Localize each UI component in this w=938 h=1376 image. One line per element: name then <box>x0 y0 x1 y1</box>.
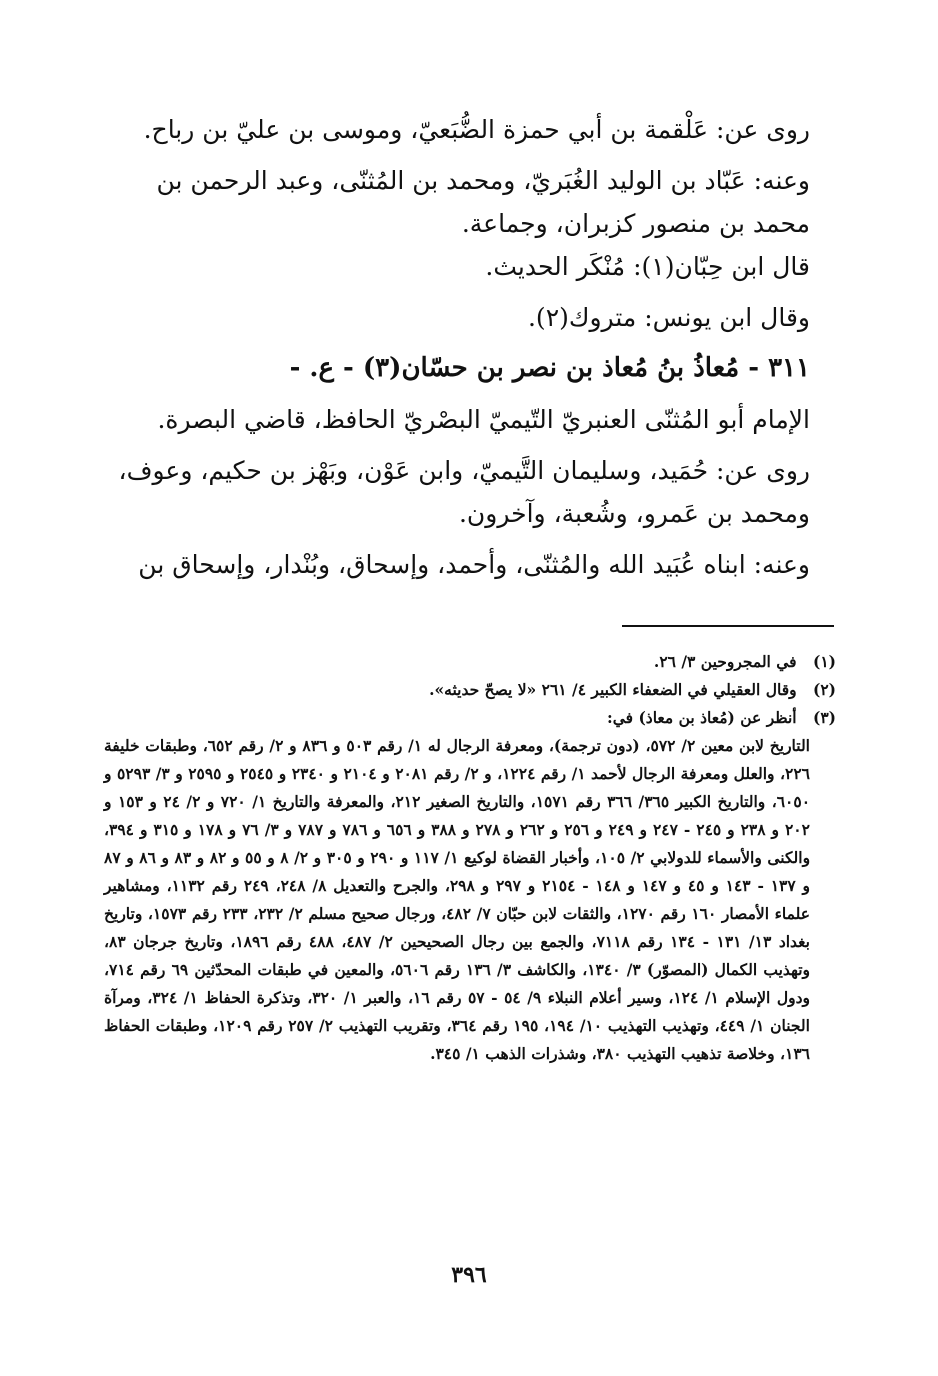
narrators-to-paragraph: وعنه: عَبّاد بن الوليد الغُبَريّ، ومحمد بن المُثنّى، وعبد الرحمن بن محمد بن منصور كزبران، وجماعة. <box>156 166 810 238</box>
footnote-3 <box>104 704 836 732</box>
main-text <box>104 108 836 586</box>
footnote-text: أنظر عن (مُعاذ بن معاذ) في: <box>607 708 797 727</box>
entry-description: الإمام أبو المُثنّى العنبريّ التّيميّ البصْريّ الحافظ، قاضي البصرة. <box>157 405 810 434</box>
footnote-divider <box>622 625 834 627</box>
footnote-number: (٢) <box>812 680 836 699</box>
footnotes <box>104 648 836 1068</box>
narrators-from-paragraph: روى عن: عَلْقمة بن أبي حمزة الضُّبَعيّ، وموسى بن عليّ بن رباح. <box>143 115 810 144</box>
page-body <box>104 108 836 586</box>
page-number: ٣٩٦ <box>451 1262 487 1288</box>
footnote-number: (٣) <box>812 708 836 727</box>
footnote-number: (١) <box>812 652 836 671</box>
entry-heading: ٣١١ - مُعاذُ بنُ مُعاذ بن نصر بن حسّان(٣) - ع. - <box>289 353 810 383</box>
footnote-2 <box>104 676 836 704</box>
footnote-references: التاريخ لابن معين ٢/ ٥٧٢، (دون ترجمة)، ومعرفة الرجال له ١/ رقم ٥٠٣ و ٨٣٦ و ٢/ رقم ٦٥٢، وطبقات خليفة ٢٢٦، والعلل ومعرفة الرجال لأحمد ١/ رقم ١٢٢٤، و ٢/ رقم ٢٠٨١ و ٢١٠٤ و ٢٣٤٠ و ٢٥٤٥ و ٢٥٩٥ و ٣/ ٥٢٩٣ و ٦٠٥٠، والتاريخ الكبير ٣٦٥/ ٣٦٦ رقم ١٥٧١، والتاريخ الصغير ٢١٢، والمعرفة والتاريخ ١/ ٧٢٠ و ٢/ ٢٤ و ١٥٣ و ٢٠٢ و ٢٣٨ و ٢٤٥ - ٢٤٧ و ٢٤٩ و ٢٥٦ و ٢٦٢ و ٢٧٨ و ٣٨٨ و ٦٥٦ و ٧٨٦ و ٧٨٧ و ٣/ ٧٦ و ١٧٨ و ٣١٥ و ٣٩٤، والكنى والأسماء للدولابي ٢/ ١٠٥، وأخبار القضاة لوكيع ١/ ١١٧ و ٢٩٠ و ٣٠٥ و ٢/ ٨ و ٥٥ و ٨٢ و ٨٣ و ٨٦ و ٨٧ و ١٣٧ - ١٤٣ و ٤٥ و ١٤٧ و ١٤٨ - ٢١٥٤ و ٢٩٧ و ٢٩٨، والجرح والتعديل ٨/ ٢٤٨، ٢٤٩ رقم ١١٣٢، ومشاهير علماء الأمصار ١٦٠ رقم ١٢٧٠، والثقات لابن حبّان ٧/ ٤٨٢، ورجال صحيح مسلم ٢/ ٢٣٢، ٢٣٣ رقم ١٥٧٣، وتاريخ بغداد ١٣/ ١٣١ - ١٣٤ رقم ٧١١٨، والجمع بين رجال الصحيحين ٢/ ٤٨٧، ٤٨٨ رقم ١٨٩٦، وتاريخ جرجان ٨٣، وتهذيب الكمال (المصوّر) ٣/ ١٣٤٠، والكاشف ٣/ ١٣٦ رقم ٥٦٠٦، والمعين في طبقات المحدّثين ٦٩ رقم ٧١٤، ودول الإسلام ١/ ١٢٤، وسير أعلام النبلاء ٩/ ٥٤ - ٥٧ رقم ١٦، والعبر ١/ ٣٢٠، وتذكرة الحفاظ ١/ ٣٢٤، ومرآة الجنان ١/ ٤٤٩، وتهذيب التهذيب ١٠/ ١٩٤، ١٩٥ رقم ٣٦٤، وتقريب التهذيب ٢/ ٢٥٧ رقم ١٢٠٩، وطبقات الحفاظ ١٣٦، وخلاصة تذهيب التهذيب ٣٨٠، وشذرات الذهب ١/ ٣٤٥. <box>104 736 811 1063</box>
entry-narrators-to: وعنه: ابناه عُبَيد الله والمُثنّى، وأحمد، وإسحاق، وبُنْدار، وإسحاق بن <box>138 550 810 579</box>
footnote-text: وقال العقيلي في الضعفاء الكبير ٤/ ٢٦١ «لا يصحّ حديثه». <box>429 680 797 699</box>
footnote-1 <box>104 648 836 676</box>
ibn-hibban-quote: قال ابن حِبّان(١): مُنْكَر الحديث. <box>485 252 810 281</box>
entry-narrators-from: روى عن: حُمَيد، وسليمان التَّيميّ، وابن عَوْن، وبَهْز بن حكيم، وعوف، ومحمد بن عَمرو، وشُعبة، وآخرون. <box>118 456 810 528</box>
footnote-text: في المجروحين ٣/ ٢٦. <box>653 652 797 671</box>
ibn-yunus-quote: وقال ابن يونس: متروك(٢). <box>527 303 810 332</box>
